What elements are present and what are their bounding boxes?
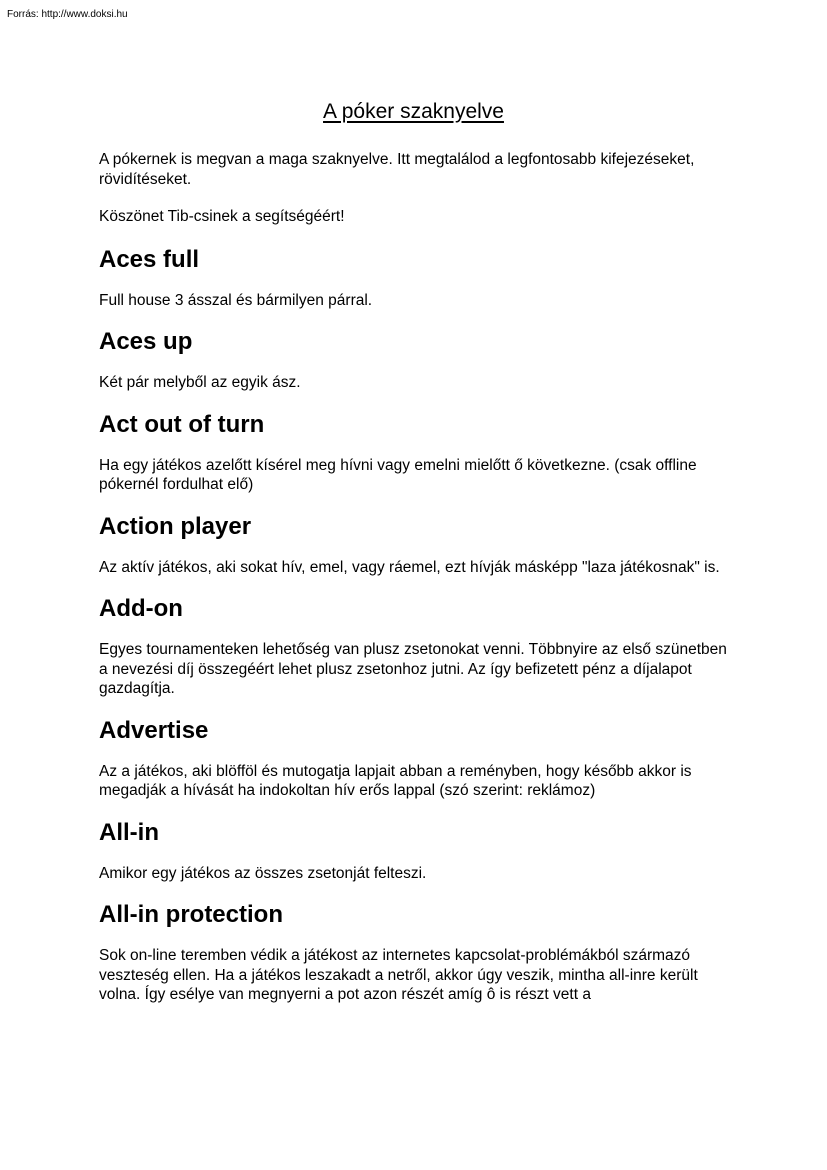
term-definition: Az a játékos, aki blöfföl és mutogatja lapjait abban a reményben, hogy később akkor is megadják a hívását ha indokoltan hív erős lappal (szó szerint: reklámoz)	[99, 762, 692, 799]
intro-paragraph: A pókernek is megvan a maga szaknyelve. Itt megtalálod a legfontosabb kifejezéseket, rövidítéseket.	[99, 151, 695, 188]
term-definition: Full house 3 ásszal és bármilyen párral.	[99, 291, 373, 309]
glossary-entry	[99, 245, 739, 311]
term-heading: Action player	[99, 512, 252, 540]
glossary-entry	[99, 410, 739, 495]
term-definition: Sok on-line teremben védik a játékost az internetes kapcsolat-problémákból származó veszteség ellen. Ha a játékos leszakadt a netről, akkor úgy veszik, mintha all-inre került volna. Így esélye van megnyerni a pot azon részét amíg ô is részt vett a	[99, 947, 698, 1003]
glossary-entry	[99, 900, 739, 1005]
glossary-entry	[99, 594, 739, 699]
glossary-entry	[99, 327, 739, 393]
term-definition: Amikor egy játékos az összes zsetonját felteszi.	[99, 864, 427, 882]
glossary-entry	[99, 818, 739, 884]
term-definition: Ha egy játékos azelőtt kísérel meg hívni vagy emelni mielőtt ő következne. (csak offline pókernél fordulhat elő)	[99, 456, 697, 493]
glossary-entry	[99, 716, 739, 801]
source-label: Forrás: http://www.doksi.hu	[7, 9, 128, 20]
term-heading: Aces up	[99, 328, 193, 355]
term-heading: All-in	[99, 818, 159, 846]
term-heading: Advertise	[99, 716, 209, 744]
page-title: A póker szaknyelve	[323, 100, 504, 123]
term-heading: Act out of turn	[99, 410, 265, 438]
glossary-entry	[99, 512, 739, 578]
term-definition: Egyes tournamenteken lehetőség van plusz zsetonokat venni. Többnyire az első szünetben a nevezési díj összegéért lehet plusz zsetonhoz jutni. Az így befizetett pénz a díjalapot gazdagítja.	[99, 641, 727, 697]
term-heading: Aces full	[99, 245, 200, 273]
document-body	[99, 150, 739, 1022]
term-definition: Az aktív játékos, aki sokat hív, emel, vagy ráemel, ezt hívják másképp "laza játékosnak" is.	[99, 558, 720, 576]
term-heading: Add-on	[99, 595, 183, 622]
term-definition: Két pár melyből az egyik ász.	[99, 374, 301, 391]
thanks-paragraph: Köszönet Tib-csinek a segítségéért!	[99, 208, 345, 225]
term-heading: All-in protection	[99, 901, 283, 928]
